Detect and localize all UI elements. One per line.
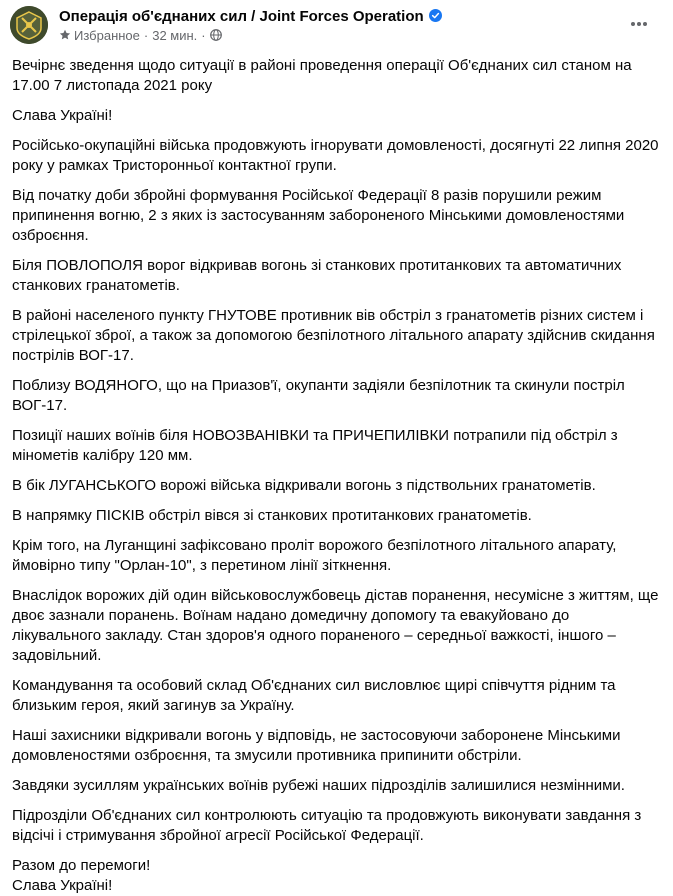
post-paragraph: Російсько-окупаційні війська продовжують ігнорувати домовленості, досягнуті 22 липня 2020 року у рамках Тристоронньої контактної групи.: [12, 137, 659, 174]
more-horizontal-icon: [629, 14, 649, 34]
more-options-button[interactable]: [623, 8, 655, 40]
post-paragraph: Командування та особовий склад Об'єднаних сил висловлює щирі співчуття рідним та близьким героя, який загинув за Україну.: [12, 677, 616, 714]
closing-line-2: Слава Україні!: [12, 877, 113, 894]
favorite-label[interactable]: Избранное: [74, 28, 140, 43]
post-meta: [59, 28, 222, 43]
post-paragraph: Завдяки зусиллям українських воїнів рубежі наших підрозділів залишилися незмінними.: [12, 777, 625, 794]
post-paragraph: Внаслідок ворожих дій один військовослужбовець дістав поранення, несумісне з життям, ще двоє зазнали поранень. Воїнам надано домедичну допомогу та евакуйовано до лікувального закладу. Стан здоров'я одного пораненого – середньої важкості, іншого – задовільний.: [12, 587, 659, 664]
page-name[interactable]: [59, 8, 442, 25]
jfo-emblem-icon: [10, 6, 48, 44]
post-paragraph: Біля ПОВЛОПОЛЯ ворог відкривав вогонь зі станкових протитанкових та автоматичних станкових гранатометів.: [12, 257, 622, 294]
post-paragraph: Слава Україні!: [12, 107, 113, 124]
closing-line-1: Разом до перемоги!: [12, 857, 151, 874]
post-paragraph: В напрямку ПІСКІВ обстріл вівся зі станкових протитанкових гранатометів.: [12, 507, 532, 524]
page-name-text[interactable]: Операція об'єднаних сил / Joint Forces Operation: [59, 8, 424, 25]
post-body: [12, 56, 660, 896]
page-avatar[interactable]: [10, 6, 48, 44]
meta-separator-2: ·: [201, 28, 206, 43]
closing-block: [12, 856, 660, 896]
post-paragraph: В бік ЛУГАНСЬКОГО ворожі війська відкривали вогонь з підствольних гранатометів.: [12, 477, 596, 494]
post-paragraph: Поблизу ВОДЯНОГО, що на Приазов'ї, окупанти задіяли безпілотник та скинули постріл ВОГ-17.: [12, 377, 625, 414]
post-paragraph: Наші захисники відкривали вогонь у відповідь, не застосовуючи заборонене Мінськими домовленостями озброєння, та змусили противника припинити обстріли.: [12, 727, 621, 764]
post-paragraph: Позиції наших воїнів біля НОВОЗВАНІВКИ та ПРИЧЕПИЛІВКИ потрапили під обстріл з мінометів калібру 120 мм.: [12, 427, 618, 464]
post-header: [10, 6, 663, 46]
post-paragraph: В районі населеного пункту ГНУТОВЕ противник вів обстріл з гранатометів різних систем і стрілецької зброї, а також за допомогою безпілотного літального апарату здійснив скидання пострілів ВОГ-17.: [12, 307, 655, 364]
post-paragraph: Крім того, на Луганщині зафіксовано проліт ворожого безпілотного літального апарату, ймовірно типу "Орлан-10", з перетином лінії зіткнення.: [12, 537, 617, 574]
post-paragraph: Підрозділи Об'єднаних сил контролюють ситуацію та продовжують виконувати завдання з відсічі і стримування збройної агресії Російської Федерації.: [12, 807, 642, 844]
star-icon: [59, 29, 71, 41]
meta-separator: ·: [143, 28, 149, 43]
verified-badge-icon: [429, 9, 442, 22]
post-timestamp[interactable]: 32 мин.: [152, 28, 198, 43]
post-paragraph: Вечірнє зведення щодо ситуації в районі проведення операції Об'єднаних сил станом на 17.00 7 листопада 2021 року: [12, 57, 632, 94]
post-paragraph: Від початку доби збройні формування Російської Федерації 8 разів порушили режим припинення вогню, 2 з яких із застосуванням забороненого Мінськими домовленостями озброєння.: [12, 187, 625, 244]
globe-icon[interactable]: [210, 29, 222, 41]
